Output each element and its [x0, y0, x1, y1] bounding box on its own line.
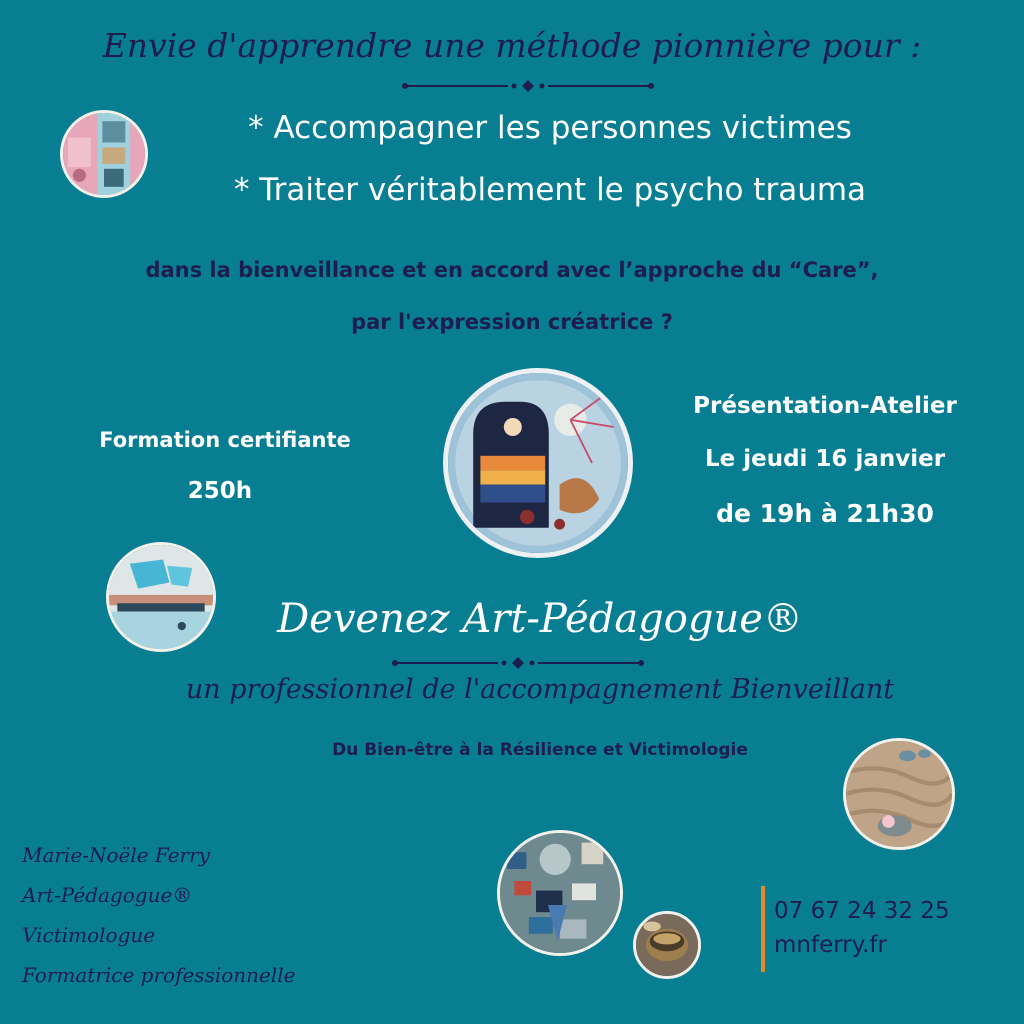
tagline-professionnel: un professionnel de l'accompagnement Bienveillant — [185, 674, 895, 705]
mosaic-photo-icon — [497, 830, 623, 956]
contact-phone: 07 67 24 32 25 — [774, 898, 950, 924]
divider-ornament-middle — [392, 657, 644, 669]
formation-label: Formation certifiante — [99, 428, 351, 452]
subline-expression: par l'expression créatrice ? — [351, 310, 673, 334]
bullet-accompagner: * Accompagner les personnes victimes — [248, 110, 852, 146]
author-role-victimologue: Victimologue — [22, 923, 156, 947]
divider-ornament-top — [402, 80, 654, 92]
sand-photo-icon — [843, 738, 955, 850]
header-question: Envie d'apprendre une méthode pionnière pour : — [102, 26, 922, 65]
presentation-date: Le jeudi 16 janvier — [704, 446, 946, 472]
textile-photo-icon — [106, 542, 216, 652]
author-role-formatrice: Formatrice professionnelle — [22, 963, 296, 987]
author-name: Marie-Noële Ferry — [22, 843, 210, 867]
bullet-traiter: * Traiter véritablement le psycho trauma — [233, 172, 867, 208]
contact-accent-bar — [761, 886, 765, 972]
subtitle-resilience: Du Bien-être à la Résilience et Victimologie — [332, 740, 748, 760]
collage-photo-icon — [60, 110, 148, 198]
subline-bienveillance: dans la bienveillance et en accord avec l’approche du “Care”, — [145, 258, 879, 282]
circle-artwork-icon — [443, 368, 633, 558]
headline-art-pedagogue: Devenez Art-Pédagogue® — [277, 596, 803, 642]
presentation-title: Présentation-Atelier — [693, 393, 957, 419]
bowl-photo-icon — [633, 911, 701, 979]
author-role-art-pedagogue: Art-Pédagogue® — [22, 883, 193, 907]
contact-website[interactable]: mnferry.fr — [774, 932, 887, 958]
presentation-time: de 19h à 21h30 — [716, 499, 934, 528]
formation-hours: 250h — [187, 478, 253, 504]
